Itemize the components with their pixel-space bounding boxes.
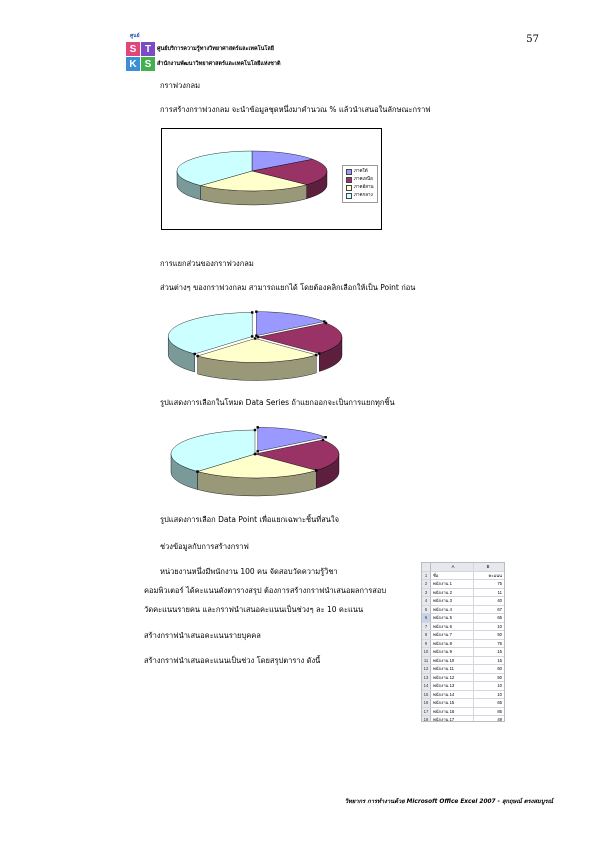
row-number: 9 — [422, 640, 431, 648]
section3-line5: สร้างกราฟนำเสนอคะแนนเป็นช่วง โดยสรุปตาราง ดังนี้ — [144, 656, 321, 665]
row-number: 15 — [422, 691, 431, 699]
sheet-col-a: A — [431, 563, 474, 571]
legend-label: ภาคใต้ — [354, 169, 368, 174]
cell-name: พนักงาน 16 — [431, 708, 474, 716]
section3-line4: สร้างกราฟนำเสนอคะแนนรายบุคคล — [144, 631, 261, 640]
logo-letter-s2: S — [141, 57, 155, 71]
row-number: 13 — [422, 674, 431, 682]
chart-2-caption: รูปแสดงการเลือกในโหมด Data Series ถ้าแยกออกจะเป็นการแยกทุกชิ้น — [160, 398, 395, 407]
cell-score: 11 — [497, 589, 502, 595]
logo-letter-s1: S — [126, 42, 140, 56]
section3-para-line1: หน่วยงานหนึ่งมีพนักงาน 100 คน จัดสอบวัดความรู้วิชา — [160, 567, 338, 576]
cell-name: พนักงาน 5 — [431, 614, 474, 622]
cell-score: 49 — [497, 717, 502, 722]
cell-score: 15 — [497, 657, 502, 663]
row-number: 6 — [422, 614, 431, 622]
sheet-corner — [422, 563, 431, 571]
legend-label: ภาคกลาง — [354, 193, 373, 198]
sheet-header-score: คะแนน — [488, 572, 502, 578]
row-number: 5 — [422, 606, 431, 614]
cell-name: พนักงาน 11 — [431, 665, 474, 673]
sheet-column-header-row — [422, 563, 504, 572]
chart-3-caption: รูปแสดงการเลือก Data Point เพื่อแยกเฉพาะชิ้นที่สนใจ — [160, 515, 339, 524]
pie-chart-2 — [162, 305, 362, 385]
cell-name: พนักงาน 7 — [431, 631, 474, 639]
selection-handle[interactable] — [257, 450, 259, 452]
row-number: 18 — [422, 716, 431, 722]
stks-logo — [126, 33, 156, 72]
header-line-1: ศูนย์บริการความรู้ทางวิทยาศาสตร์และเทคโนโลยี — [157, 46, 274, 52]
table-row — [422, 699, 504, 708]
row-number: 7 — [422, 623, 431, 631]
section2-paragraph: ส่วนต่างๆ ของกราฟวงกลม สามารถแยกได้ โดยต้องคลิกเลือกให้เป็น Point ก่อน — [160, 283, 416, 292]
row-number: 4 — [422, 597, 431, 605]
table-row — [422, 580, 504, 589]
selection-handle[interactable] — [194, 353, 196, 355]
cell-score: 75 — [497, 581, 502, 586]
cell-score: 15 — [497, 649, 502, 654]
pie-chart-3 — [162, 418, 362, 502]
row-number: 1 — [422, 572, 431, 580]
selection-handle[interactable] — [315, 354, 317, 356]
section1-heading: กราฟวงกลม — [160, 81, 201, 90]
section2-heading: การแยกส่วนของกราฟวงกลม — [160, 259, 254, 268]
cell-score: 10 — [497, 683, 502, 688]
table-row — [422, 691, 504, 700]
row-number: 12 — [422, 665, 431, 673]
table-row — [422, 716, 504, 722]
cell-name: พนักงาน 14 — [431, 691, 474, 699]
table-row — [422, 648, 504, 657]
table-row — [422, 631, 504, 640]
spreadsheet-thumbnail — [421, 562, 505, 722]
page-number: 57 — [526, 34, 539, 45]
cell-name: พนักงาน 2 — [431, 589, 474, 597]
row-number: 2 — [422, 580, 431, 588]
selection-handle[interactable] — [251, 311, 253, 313]
cell-name: พนักงาน 9 — [431, 648, 474, 656]
cell-name: พนักงาน 3 — [431, 597, 474, 605]
cell-name: พนักงาน 15 — [431, 699, 474, 707]
legend-item — [346, 168, 374, 176]
page-footer: วิทยากร การทำงานด้วย Microsoft Office Excel 2007 - สุกฤษณ์ ตรงสมบูรณ์ — [344, 799, 553, 805]
legend-label: ภาคอีสาน — [354, 185, 374, 190]
cell-score: 65 — [497, 615, 502, 620]
cell-name: พนักงาน 13 — [431, 682, 474, 690]
cell-name: พนักงาน 10 — [431, 657, 474, 665]
section1-paragraph: การสร้างกราฟวงกลม จะนำข้อมูลชุดหนึ่งมาคำนวณ % แล้วนำเสนอในลักษณะกราฟ — [160, 105, 431, 114]
selection-handle[interactable] — [254, 337, 256, 339]
selection-handle[interactable] — [254, 429, 256, 431]
legend-item — [346, 176, 374, 184]
selection-handle[interactable] — [322, 439, 324, 441]
table-row — [422, 665, 504, 674]
cell-score: 76 — [497, 640, 502, 646]
cell-score: 65 — [497, 700, 502, 705]
cell-score: 85 — [497, 708, 502, 714]
cell-score: 50 — [497, 632, 502, 637]
selection-handle[interactable] — [196, 355, 198, 357]
section3-para-line2: คอมพิวเตอร์ ได้คะแนนดังตารางสรุป ต้องการสร้างกราฟนำเสนอผลการสอบ — [144, 586, 387, 595]
cell-score: 50 — [497, 674, 502, 680]
cell-name: พนักงาน 12 — [431, 674, 474, 682]
selection-handle[interactable] — [255, 310, 257, 312]
selection-handle[interactable] — [251, 335, 253, 337]
chart-1-legend — [342, 165, 378, 203]
table-row — [422, 623, 504, 632]
sheet-col-b: B — [474, 563, 504, 571]
legend-swatch — [346, 177, 352, 183]
legend-swatch — [346, 185, 352, 191]
table-row — [422, 674, 504, 683]
cell-name: พนักงาน 17 — [431, 716, 474, 722]
row-number: 11 — [422, 657, 431, 665]
cell-score: 10 — [497, 623, 502, 629]
cell-name: พนักงาน 4 — [431, 606, 474, 614]
row-number: 16 — [422, 699, 431, 707]
logo-letter-k: K — [126, 57, 140, 71]
row-number: 8 — [422, 631, 431, 639]
cell-name: พนักงาน 6 — [431, 623, 474, 631]
selection-handle[interactable] — [325, 322, 327, 324]
cell-score: 67 — [497, 606, 502, 612]
table-row — [422, 589, 504, 598]
table-row — [422, 682, 504, 691]
cell-score: 10 — [497, 691, 502, 697]
selection-handle[interactable] — [257, 336, 259, 338]
sheet-header-row — [422, 572, 504, 581]
row-number: 3 — [422, 589, 431, 597]
selection-handle[interactable] — [196, 470, 198, 472]
legend-item — [346, 184, 374, 192]
table-row — [422, 657, 504, 666]
table-row — [422, 606, 504, 615]
section3-heading: ช่วงข้อมูลกับการสร้างกราฟ — [160, 542, 249, 551]
legend-item — [346, 192, 374, 200]
cell-name: พนักงาน 8 — [431, 640, 474, 648]
section3-para-line3: วัดคะแนนรายคน และกราฟนำเสนอคะแนนเป็นช่วงๆ ละ 10 คะแนน — [144, 605, 364, 614]
legend-swatch — [346, 193, 352, 199]
logo-letter-t: T — [141, 42, 155, 56]
cell-score: 40 — [497, 598, 502, 603]
row-number: 14 — [422, 682, 431, 690]
logo-top-text: ศูนย์ — [130, 33, 140, 39]
header-line-2: สำนักงานพัฒนาวิทยาศาสตร์และเทคโนโลยีแห่งชาติ — [157, 61, 281, 67]
cell-score: 60 — [497, 666, 502, 671]
selection-handle[interactable] — [318, 352, 320, 354]
table-row — [422, 640, 504, 649]
selection-handle[interactable] — [315, 469, 317, 471]
cell-name: พนักงาน 1 — [431, 580, 474, 588]
table-row — [422, 597, 504, 606]
table-row — [422, 614, 504, 623]
legend-swatch — [346, 169, 352, 175]
table-row — [422, 708, 504, 717]
sheet-header-name: ชื่อ — [431, 572, 474, 580]
selection-handle[interactable] — [257, 426, 259, 428]
legend-label: ภาคเหนือ — [354, 177, 373, 182]
row-number: 10 — [422, 648, 431, 656]
chart-1-box — [161, 128, 382, 230]
selection-handle[interactable] — [324, 436, 326, 438]
row-number: 17 — [422, 708, 431, 716]
selection-handle[interactable] — [254, 453, 256, 455]
